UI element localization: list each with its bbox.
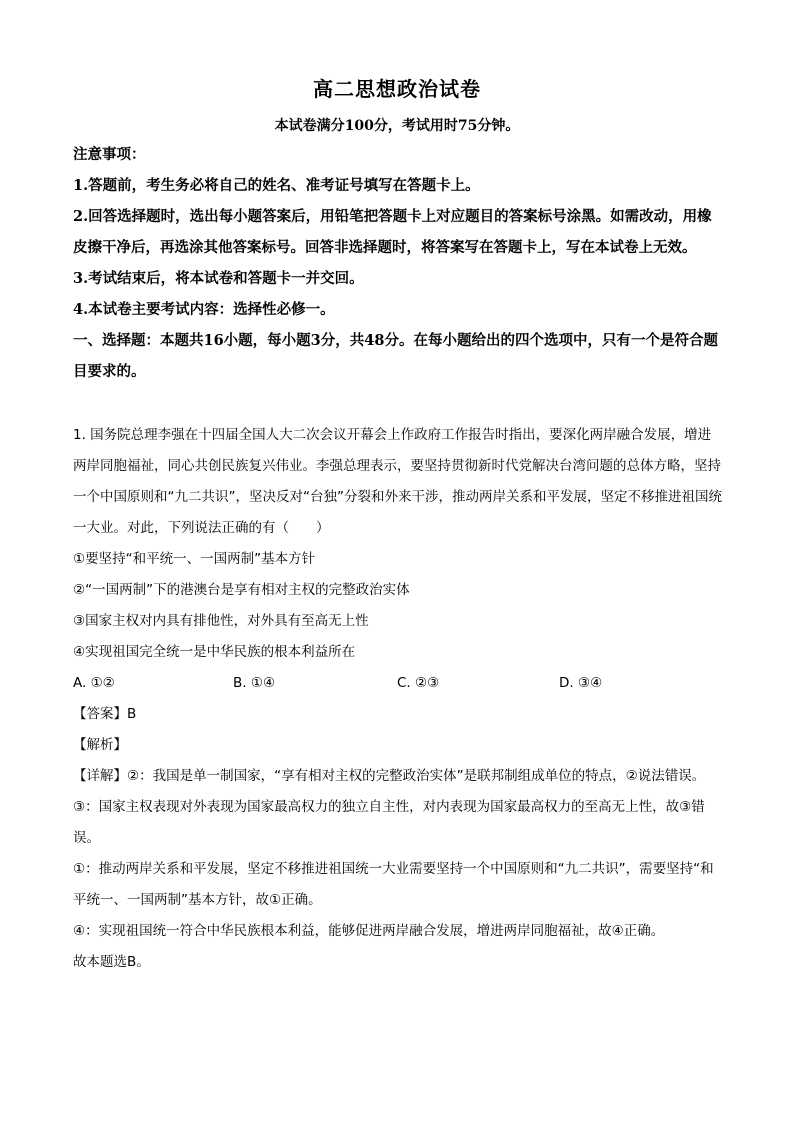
- question-1: [73, 420, 723, 668]
- question-statement: ②“一国两制”下的港澳台是享有相对主权的完整政治实体: [73, 582, 410, 598]
- question-options: [73, 668, 723, 699]
- analysis-label: 【解析】: [73, 737, 127, 753]
- analysis-detail: ④：实现祖国统一符合中华民族根本利益，能够促进两岸融合发展，增进两岸同胞福祉，故④正确。: [73, 923, 665, 939]
- notice-block: [73, 139, 723, 387]
- notice-item: 3.考试结束后，将本试卷和答题卡一并交回。: [73, 270, 364, 287]
- analysis-detail: ①：推动两岸关系和平发展，坚定不移推进祖国统一大业需要坚持一个中国原则和“九二共识”，需要坚持“和平统一、一国两制”基本方针，故①正确。: [73, 861, 714, 908]
- section-heading: 一、选择题：本题共16小题，每小题3分，共48分。在每小题给出的四个选项中，只有一个是符合题目要求的。: [73, 332, 718, 380]
- notice-item: 1.答题前，考生务必将自己的姓名、准考证号填写在答题卡上。: [73, 177, 480, 194]
- option-a: A. ①②: [73, 675, 115, 691]
- page-title: 高二思想政治试卷: [313, 77, 481, 101]
- page-subtitle: 本试卷满分100分，考试用时75分钟。: [274, 118, 520, 134]
- option-c: C. ②③: [397, 675, 440, 691]
- option-b: B. ①④: [233, 675, 276, 691]
- analysis-conclusion: 故本题选B。: [73, 954, 150, 970]
- notice-item: 2.回答选择题时，选出每小题答案后，用铅笔把答题卡上对应题目的答案标号涂黑。如需改动，用橡皮擦干净后，再选涂其他答案标号。回答非选择题时，将答案写在答题卡上，写在本试卷上无效。: [73, 208, 712, 256]
- option-d: D. ③④: [559, 675, 603, 691]
- question-stem: 1. 国务院总理李强在十四届全国人大二次会议开幕会上作政府工作报告时指出，要深化两岸融合发展，增进两岸同胞福祉，同心共创民族复兴伟业。李强总理表示，要坚持贯彻新时代党解决台湾问题的总体方略，坚持一个中国原则和“九二共识”，坚决反对“台独”分裂和外来干涉，推动两岸关系和平发展，坚定不移推进祖国统一大业。对此，下列说法正确的有（ ）: [73, 427, 722, 536]
- question-statement: ④实现祖国完全统一是中华民族的根本利益所在: [73, 644, 356, 660]
- analysis-detail: 【详解】②：我国是单一制国家，“享有相对主权的完整政治实体”是联邦制组成单位的特点，②说法错误。: [73, 768, 706, 784]
- answer-line: 【答案】B: [73, 706, 137, 722]
- question-statement: ③国家主权对内具有排他性，对外具有至高无上性: [73, 613, 369, 629]
- analysis-detail: ③：国家主权表现对外表现为国家最高权力的独立自主性，对内表现为国家最高权力的至高无上性，故③错误。: [73, 799, 705, 846]
- notice-heading: 注意事项：: [73, 146, 146, 163]
- answer-block: [73, 699, 723, 978]
- notice-item: 4.本试卷主要考试内容：选择性必修一。: [73, 301, 335, 318]
- question-statement: ①要坚持“和平统一、一国两制”基本方针: [73, 551, 316, 567]
